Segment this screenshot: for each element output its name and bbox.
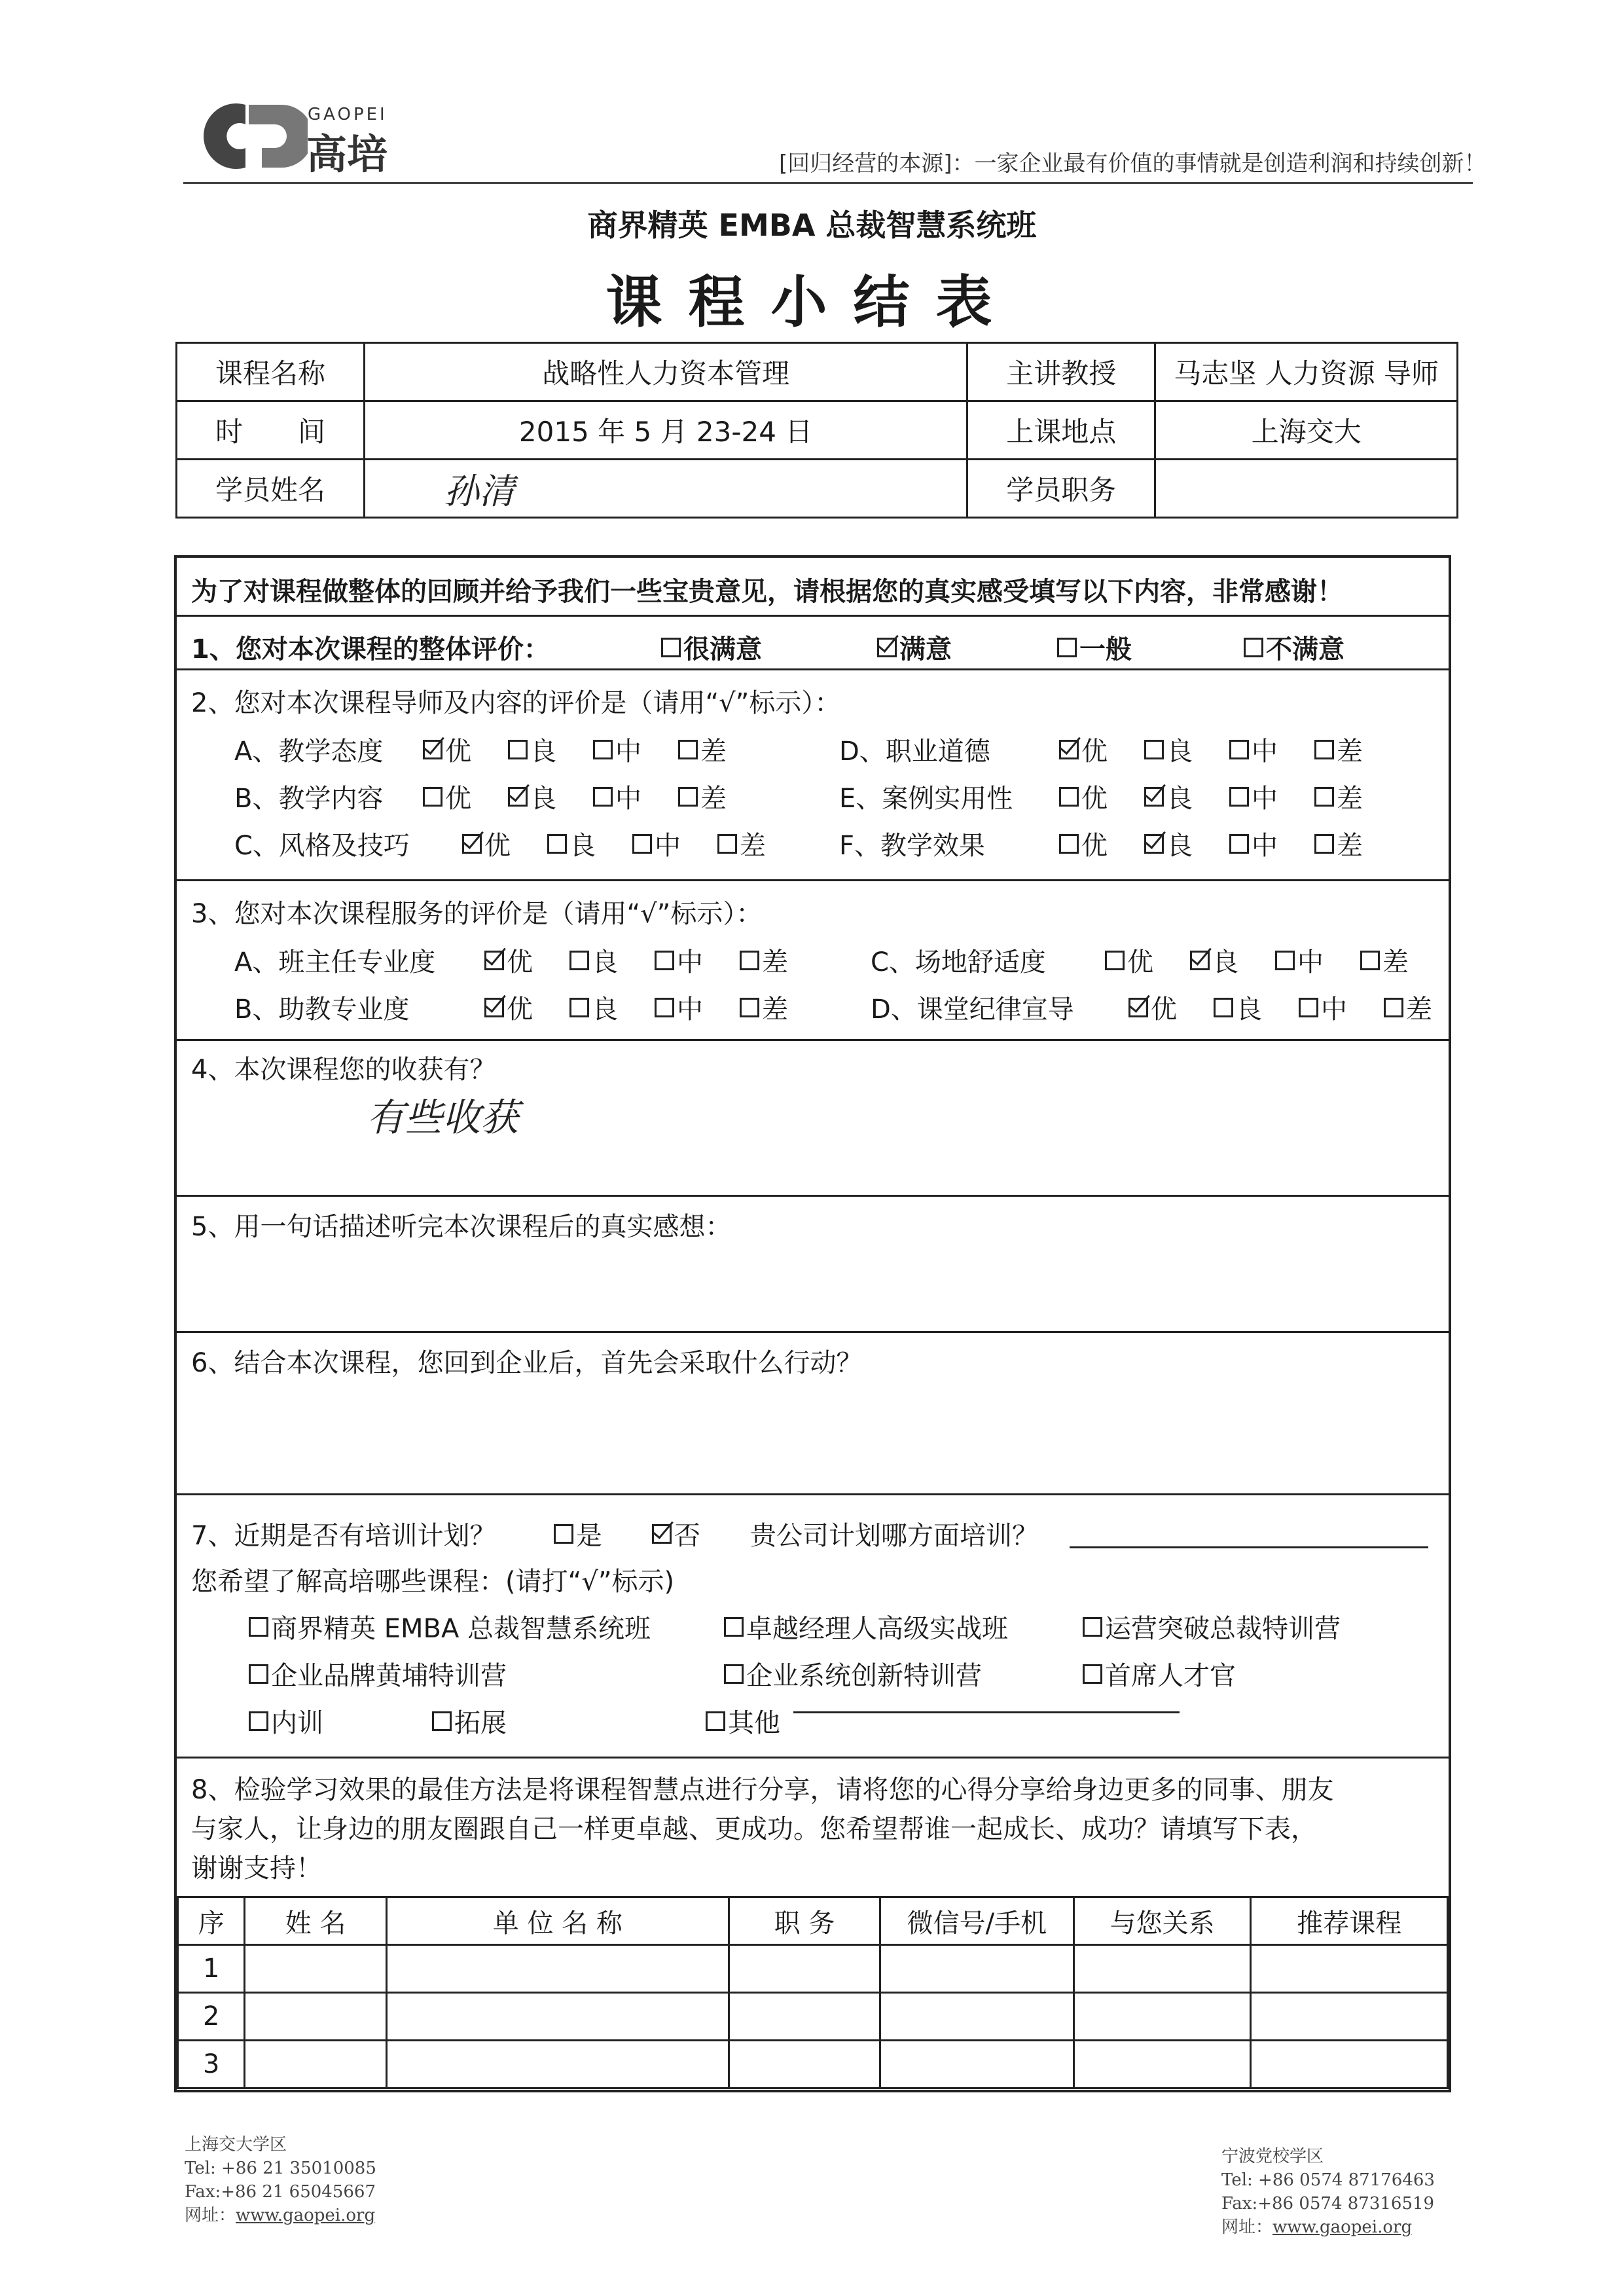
course-option[interactable]: [249, 1702, 323, 1740]
rating-item-label: C、场地舒适度: [871, 947, 1046, 977]
q1-option-very-satisfied[interactable]: [661, 629, 762, 666]
referral-cell[interactable]: [729, 2041, 880, 2088]
referral-column-header: 序: [178, 1897, 245, 1945]
rating-option[interactable]: [717, 825, 766, 862]
rating-option[interactable]: [547, 825, 596, 862]
course-option[interactable]: [1083, 1655, 1236, 1692]
checkbox-checked[interactable]: [1144, 787, 1164, 807]
checkbox[interactable]: [593, 787, 613, 807]
rating-option[interactable]: [1229, 778, 1278, 815]
referral-cell[interactable]: [386, 2041, 729, 2088]
checkbox[interactable]: [569, 998, 589, 1017]
header-divider: [183, 182, 1473, 184]
logo-chinese-text: 高培: [306, 130, 388, 178]
checkbox-checked[interactable]: [508, 787, 528, 807]
gaopei-logo-icon: [183, 100, 308, 173]
grade-label: 良: [1166, 831, 1193, 861]
rating-option[interactable]: [508, 778, 556, 815]
checkbox[interactable]: [740, 951, 759, 970]
referral-cell[interactable]: [245, 1945, 386, 1993]
checkbox[interactable]: [593, 740, 613, 759]
grade-label: 良: [569, 831, 596, 861]
location-label: 上课地点: [967, 401, 1155, 460]
checkbox[interactable]: [724, 1664, 744, 1684]
q3-question: 3、您对本次课程服务的评价是（请用“√”标示）：: [191, 899, 763, 929]
rating-option[interactable]: [569, 941, 618, 979]
q4-section: [177, 1041, 1449, 1197]
footer-tel: Tel: +86 21 35010085: [185, 2159, 376, 2178]
q7-direction-label: 贵公司计划哪方面培训？: [750, 1521, 1038, 1551]
course-option[interactable]: [724, 1655, 982, 1692]
checkbox[interactable]: [724, 1617, 744, 1637]
slogan: [回归经营的本源]：一家企业最有价值的事情就是创造利润和持续创新！: [779, 151, 1487, 177]
rating-item-label: A、班主任专业度: [234, 947, 436, 977]
grade-label: 优: [445, 784, 471, 814]
rating-item-label: D、职业道德: [839, 737, 990, 767]
grade-label: 优: [507, 994, 533, 1025]
course-label: 企业系统创新特训营: [746, 1661, 982, 1691]
referral-cell[interactable]: [245, 1993, 386, 2041]
checkbox-checked[interactable]: [484, 951, 504, 970]
checkbox-checked[interactable]: [423, 740, 442, 759]
checkbox[interactable]: [717, 834, 737, 854]
checkbox[interactable]: [1244, 638, 1263, 657]
checkbox-checked[interactable]: [1190, 951, 1210, 970]
q5-section: [177, 1197, 1449, 1333]
grade-label: 良: [530, 737, 556, 767]
location-value[interactable]: 上海交大: [1155, 401, 1458, 460]
checkbox[interactable]: [655, 998, 674, 1017]
checkbox-checked[interactable]: [484, 998, 504, 1017]
footer-campus: 宁波党校学区: [1221, 2147, 1324, 2166]
grade-label: 中: [1252, 784, 1278, 814]
checkbox[interactable]: [508, 740, 528, 759]
rating-option[interactable]: [484, 989, 533, 1026]
referral-row-number: 2: [178, 1993, 245, 2041]
rating-option[interactable]: [1144, 778, 1193, 815]
grade-label: 中: [615, 737, 641, 767]
grade-label: 差: [700, 784, 727, 814]
referral-cell[interactable]: [729, 1993, 880, 2041]
grade-label: 优: [1151, 994, 1177, 1025]
grade-label: 中: [677, 947, 703, 977]
course-label: 其他: [728, 1708, 780, 1738]
checkbox[interactable]: [1384, 998, 1403, 1017]
course-option[interactable]: [724, 1608, 1008, 1645]
student-position-value[interactable]: [1155, 460, 1458, 518]
grade-label: 差: [762, 947, 788, 977]
q1-section: [177, 617, 1449, 670]
web-link[interactable]: www.gaopei.org: [236, 2206, 376, 2225]
grade-label: 良: [1166, 784, 1193, 814]
q3-section: [177, 881, 1449, 1041]
checkbox[interactable]: [547, 834, 567, 854]
footer-campus: 上海交大学区: [185, 2135, 287, 2155]
course-label: 首席人才官: [1105, 1661, 1236, 1691]
rating-option[interactable]: [1314, 825, 1363, 862]
course-label: 拓展: [454, 1708, 507, 1738]
web-label: 网址：: [1221, 2217, 1273, 2237]
referral-cell[interactable]: [1074, 1993, 1251, 2041]
referral-column-header: 与您关系: [1074, 1897, 1251, 1945]
checkbox[interactable]: [678, 740, 698, 759]
checkbox[interactable]: [632, 834, 652, 854]
grade-label: 中: [1252, 831, 1278, 861]
web-link[interactable]: www.gaopei.org: [1272, 2217, 1413, 2237]
checkbox-checked[interactable]: [1059, 740, 1079, 759]
checkbox[interactable]: [249, 1617, 268, 1637]
rating-option[interactable]: [678, 731, 727, 768]
checkbox[interactable]: [432, 1711, 452, 1731]
q7-courses-prompt: 您希望了解高培哪些课程：(请打“√”标示): [191, 1567, 675, 1597]
checkbox[interactable]: [249, 1711, 268, 1731]
q2-question: 2、您对本次课程导师及内容的评价是（请用“√”标示）：: [191, 688, 841, 718]
referral-cell[interactable]: [245, 2041, 386, 2088]
referral-column-header: 姓 名: [245, 1897, 386, 1945]
checkbox[interactable]: [1214, 998, 1233, 1017]
checkbox[interactable]: [706, 1711, 725, 1731]
rating-option[interactable]: [1229, 731, 1278, 768]
grade-label: 优: [484, 831, 511, 861]
option-label: 是: [576, 1521, 602, 1551]
course-label: 商界精英 EMBA 总裁智慧系统班: [271, 1614, 651, 1644]
referral-cell[interactable]: [1251, 2041, 1448, 2088]
footer-fax: Fax:+86 0574 87316519: [1221, 2194, 1435, 2214]
rating-item-label: B、教学内容: [234, 784, 384, 814]
grade-label: 优: [1081, 784, 1108, 814]
rating-option[interactable]: [462, 825, 511, 862]
rating-option[interactable]: [423, 731, 471, 768]
time-label: 时 间: [177, 401, 365, 460]
q4-question: 4、本次课程您的收获有？: [191, 1055, 496, 1085]
option-label: 满意: [899, 634, 952, 665]
student-position-label: 学员职务: [967, 460, 1155, 518]
q4-handwritten-answer[interactable]: 有些收获: [367, 1095, 519, 1140]
checkbox[interactable]: [740, 998, 759, 1017]
survey-intro: 为了对课程做整体的回顾并给予我们一些宝贵意见，请根据您的真实感受填写以下内容，非常感谢！: [191, 577, 1343, 607]
rating-option[interactable]: [1128, 989, 1177, 1026]
checkbox[interactable]: [1299, 998, 1318, 1017]
q8-text-line: 8、检验学习效果的最佳方法是将课程智慧点进行分享，请将您的心得分享给身边更多的同事、朋友: [191, 1775, 1334, 1805]
option-label: 很满意: [683, 634, 762, 665]
q7-section: [177, 1495, 1449, 1758]
course-option[interactable]: [706, 1702, 780, 1740]
grade-label: 优: [1081, 831, 1108, 861]
grade-label: 差: [1337, 737, 1363, 767]
referral-column-header: 职 务: [729, 1897, 880, 1945]
logo-latin-text: GAOPEI: [308, 105, 388, 124]
professor-value[interactable]: 马志坚 人力资源 导师: [1155, 343, 1458, 401]
grade-label: 中: [615, 784, 641, 814]
checkbox[interactable]: [1314, 740, 1334, 759]
footer-left: [185, 2133, 376, 2227]
rating-option[interactable]: [655, 989, 703, 1026]
professor-label: 主讲教授: [967, 343, 1155, 401]
grade-label: 优: [1127, 947, 1153, 977]
course-option[interactable]: [249, 1608, 651, 1645]
q7-question: 7、近期是否有培训计划？: [191, 1521, 496, 1551]
rating-option[interactable]: [740, 989, 788, 1026]
grade-label: 差: [740, 831, 766, 861]
rating-item-label: F、教学效果: [839, 831, 986, 861]
rating-option[interactable]: [484, 941, 533, 979]
survey-intro-section: [177, 558, 1449, 617]
rating-option[interactable]: [1384, 989, 1432, 1026]
q6-question: 6、结合本次课程，您回到企业后，首先会采取什么行动？: [191, 1348, 863, 1378]
rating-option[interactable]: [593, 731, 641, 768]
checkbox[interactable]: [1059, 787, 1079, 807]
rating-option[interactable]: [1144, 731, 1193, 768]
grade-label: 中: [1321, 994, 1347, 1025]
rating-option[interactable]: [569, 989, 618, 1026]
referral-column-header: 推荐课程: [1251, 1897, 1448, 1945]
referral-row: [178, 1945, 1448, 1993]
rating-option[interactable]: [1314, 778, 1363, 815]
grade-label: 中: [655, 831, 681, 861]
rating-item-label: E、案例实用性: [839, 784, 1013, 814]
rating-option[interactable]: [1314, 731, 1363, 768]
rating-option[interactable]: [593, 778, 641, 815]
option-label: 否: [674, 1521, 700, 1551]
referral-cell[interactable]: [1251, 1993, 1448, 2041]
q5-question: 5、用一句话描述听完本次课程后的真实感想：: [191, 1212, 732, 1242]
rating-option[interactable]: [508, 731, 556, 768]
q8-section: [177, 1758, 1449, 2090]
course-value[interactable]: 战略性人力资本管理: [365, 343, 967, 401]
rating-option[interactable]: [1190, 941, 1238, 979]
course-label: 卓越经理人高级实战班: [746, 1614, 1008, 1644]
student-name-value[interactable]: [365, 460, 967, 518]
survey-form: [174, 555, 1451, 2092]
rating-option[interactable]: [1360, 941, 1409, 979]
referral-cell[interactable]: [1251, 1945, 1448, 1993]
footer-web: [1221, 2215, 1435, 2239]
student-signature: 孙清: [444, 470, 515, 512]
referral-cell[interactable]: [386, 1993, 729, 2041]
q6-section: [177, 1333, 1449, 1495]
rating-option[interactable]: [1059, 778, 1108, 815]
checkbox[interactable]: [1229, 834, 1249, 854]
referral-header-row: [178, 1897, 1448, 1945]
rating-option[interactable]: [423, 778, 471, 815]
grade-label: 差: [700, 737, 727, 767]
referral-row-number: 1: [178, 1945, 245, 1993]
rating-option[interactable]: [1214, 989, 1262, 1026]
rating-option[interactable]: [655, 941, 703, 979]
checkbox[interactable]: [1144, 740, 1164, 759]
referral-column-header: 单 位 名 称: [386, 1897, 729, 1945]
rating-option[interactable]: [1299, 989, 1347, 1026]
grade-label: 差: [762, 994, 788, 1025]
rating-item-label: B、助教专业度: [234, 994, 410, 1025]
rating-option[interactable]: [1105, 941, 1153, 979]
rating-item-label: D、课堂纪律宣导: [871, 994, 1074, 1025]
checkbox[interactable]: [1275, 951, 1295, 970]
grade-label: 优: [1081, 737, 1108, 767]
checkbox-checked[interactable]: [877, 638, 897, 657]
grade-label: 良: [592, 994, 618, 1025]
checkbox-checked[interactable]: [462, 834, 482, 854]
program-name: 商界精英 EMBA 总裁智慧系统班: [587, 208, 1037, 243]
referral-row-number: 3: [178, 2041, 245, 2088]
referral-cell[interactable]: [386, 1945, 729, 1993]
checkbox[interactable]: [554, 1524, 573, 1544]
grade-label: 差: [1337, 831, 1363, 861]
checkbox[interactable]: [1057, 638, 1077, 657]
checkbox[interactable]: [1314, 787, 1334, 807]
rating-option[interactable]: [632, 825, 681, 862]
grade-label: 良: [592, 947, 618, 977]
checkbox[interactable]: [1360, 951, 1380, 970]
referral-cell[interactable]: [880, 1945, 1074, 1993]
checkbox-checked[interactable]: [1144, 834, 1164, 854]
rating-item-label: C、风格及技巧: [234, 831, 410, 861]
q1-question: 1、您对本次课程的整体评价：: [191, 634, 550, 665]
checkbox[interactable]: [661, 638, 681, 657]
grade-label: 优: [507, 947, 533, 977]
grade-label: 良: [1166, 737, 1193, 767]
checkbox[interactable]: [1314, 834, 1334, 854]
checkbox[interactable]: [1059, 834, 1079, 854]
grade-label: 良: [1236, 994, 1262, 1025]
checkbox[interactable]: [1229, 740, 1249, 759]
checkbox[interactable]: [1105, 951, 1125, 970]
rating-item-label: A、教学态度: [234, 737, 384, 767]
time-value[interactable]: 2015 年 5 月 23-24 日: [365, 401, 967, 460]
grade-label: 优: [445, 737, 471, 767]
footer-right: [1221, 2145, 1435, 2239]
checkbox-checked[interactable]: [652, 1524, 672, 1544]
grade-label: 中: [1297, 947, 1324, 977]
student-name-label: 学员姓名: [177, 460, 365, 518]
referral-cell[interactable]: [880, 1993, 1074, 2041]
q8-text-line: 与家人，让身边的朋友圈跟自己一样更卓越、更成功。您希望帮谁一起成长、成功？请填写下表，: [191, 1814, 1317, 1844]
referral-cell[interactable]: [1074, 1945, 1251, 1993]
checkbox-checked[interactable]: [1128, 998, 1148, 1017]
q8-text-line: 谢谢支持！: [191, 1853, 322, 1884]
option-label: 一般: [1079, 634, 1132, 665]
course-option[interactable]: [432, 1702, 507, 1740]
form-title: 课程小结表: [605, 270, 1019, 335]
grade-label: 差: [1382, 947, 1409, 977]
checkbox[interactable]: [678, 787, 698, 807]
referral-cell[interactable]: [880, 2041, 1074, 2088]
referral-row: [178, 2041, 1448, 2088]
rating-option[interactable]: [1275, 941, 1324, 979]
course-option[interactable]: [1083, 1608, 1341, 1645]
grade-label: 差: [1406, 994, 1432, 1025]
referral-cell[interactable]: [1074, 2041, 1251, 2088]
referral-table: [177, 1896, 1449, 2089]
q2-section: [177, 670, 1449, 881]
q1-option-average[interactable]: [1057, 629, 1132, 666]
rating-option[interactable]: [1059, 731, 1108, 768]
checkbox[interactable]: [423, 787, 442, 807]
rating-option[interactable]: [1059, 825, 1108, 862]
q1-option-unsatisfied[interactable]: [1244, 629, 1344, 666]
q7-no-option[interactable]: [652, 1515, 700, 1552]
grade-label: 良: [1212, 947, 1238, 977]
footer-web: [185, 2204, 376, 2227]
web-label: 网址：: [185, 2206, 236, 2225]
footer-tel: Tel: +86 0574 87176463: [1221, 2170, 1435, 2190]
course-label: 课程名称: [177, 343, 365, 401]
checkbox[interactable]: [249, 1664, 268, 1684]
q7-direction-input-line[interactable]: [1070, 1546, 1428, 1548]
rating-option[interactable]: [1144, 825, 1193, 862]
checkbox[interactable]: [1083, 1664, 1102, 1684]
rating-option[interactable]: [1229, 825, 1278, 862]
rating-option[interactable]: [678, 778, 727, 815]
course-label: 运营突破总裁特训营: [1105, 1614, 1341, 1644]
referral-cell[interactable]: [729, 1945, 880, 1993]
footer-fax: Fax:+86 21 65045667: [185, 2182, 376, 2202]
course-option[interactable]: [249, 1655, 507, 1692]
q7-other-input-line[interactable]: [793, 1711, 1180, 1713]
grade-label: 良: [530, 784, 556, 814]
grade-label: 中: [1252, 737, 1278, 767]
checkbox[interactable]: [655, 951, 674, 970]
grade-label: 差: [1337, 784, 1363, 814]
grade-label: 中: [677, 994, 703, 1025]
course-label: 内训: [271, 1708, 323, 1738]
checkbox[interactable]: [1229, 787, 1249, 807]
option-label: 不满意: [1266, 634, 1344, 665]
course-info-table: [175, 342, 1458, 519]
q7-yes-option[interactable]: [554, 1515, 602, 1552]
checkbox[interactable]: [569, 951, 589, 970]
rating-option[interactable]: [740, 941, 788, 979]
q1-option-satisfied[interactable]: [877, 629, 952, 666]
referral-row: [178, 1993, 1448, 2041]
checkbox[interactable]: [1083, 1617, 1102, 1637]
referral-column-header: 微信号/手机: [880, 1897, 1074, 1945]
course-label: 企业品牌黄埔特训营: [271, 1661, 507, 1691]
q8-text: [191, 1770, 1333, 1888]
